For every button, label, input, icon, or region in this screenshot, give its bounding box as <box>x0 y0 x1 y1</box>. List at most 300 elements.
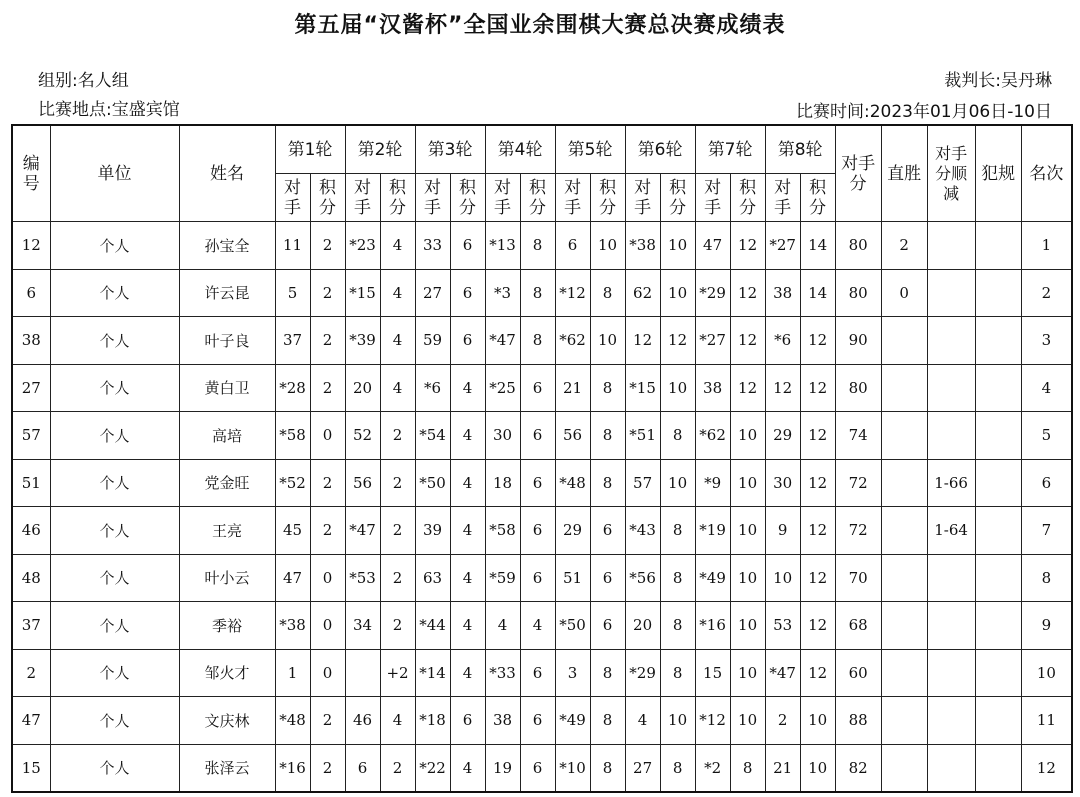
cell-unit: 个人 <box>50 222 179 270</box>
cell-unit: 个人 <box>50 744 179 792</box>
cell-round-1-pts: 0 <box>310 649 345 697</box>
header-round-4: 第4轮 <box>485 125 555 174</box>
cell-round-7-opp: *2 <box>695 744 730 792</box>
cell-num: 27 <box>12 364 50 412</box>
cell-round-7-opp: 38 <box>695 364 730 412</box>
header-round-5: 第5轮 <box>555 125 625 174</box>
header-round-8: 第8轮 <box>765 125 835 174</box>
cell-round-2-opp: *23 <box>345 222 380 270</box>
header-round-6-pts: 积分 <box>660 174 695 222</box>
cell-num: 12 <box>12 222 50 270</box>
cell-num: 2 <box>12 649 50 697</box>
cell-round-4-opp: *25 <box>485 364 520 412</box>
cell-round-8-opp: *6 <box>765 317 800 365</box>
cell-rank: 7 <box>1021 507 1072 555</box>
cell-direct-win: 2 <box>881 222 927 270</box>
cell-round-1-opp: *16 <box>275 744 310 792</box>
cell-name: 叶小云 <box>179 554 275 602</box>
header-direct-win: 直胜 <box>881 125 927 222</box>
cell-num: 6 <box>12 269 50 317</box>
cell-rank: 5 <box>1021 412 1072 460</box>
cell-num: 15 <box>12 744 50 792</box>
cell-round-2-pts: 4 <box>380 697 415 745</box>
cell-direct-win <box>881 459 927 507</box>
cell-opp-score: 70 <box>835 554 881 602</box>
cell-num: 37 <box>12 602 50 650</box>
cell-round-4-opp: 30 <box>485 412 520 460</box>
cell-unit: 个人 <box>50 317 179 365</box>
cell-round-1-pts: 0 <box>310 554 345 602</box>
table-row <box>12 222 1072 270</box>
header-row-1 <box>12 125 1072 174</box>
results-table <box>11 124 1073 793</box>
cell-round-8-opp: 2 <box>765 697 800 745</box>
cell-round-8-opp: 12 <box>765 364 800 412</box>
cell-opp-score-desc: 1-66 <box>927 459 975 507</box>
cell-round-7-pts: 12 <box>730 317 765 365</box>
cell-round-6-pts: 8 <box>660 507 695 555</box>
cell-round-3-pts: 4 <box>450 412 485 460</box>
cell-round-7-opp: *9 <box>695 459 730 507</box>
cell-round-8-pts: 12 <box>800 649 835 697</box>
cell-round-4-opp: *59 <box>485 554 520 602</box>
cell-num: 47 <box>12 697 50 745</box>
cell-unit: 个人 <box>50 269 179 317</box>
cell-round-6-pts: 8 <box>660 602 695 650</box>
cell-round-6-opp: *51 <box>625 412 660 460</box>
table-row <box>12 459 1072 507</box>
cell-round-5-pts: 8 <box>590 269 625 317</box>
cell-round-8-opp: 21 <box>765 744 800 792</box>
cell-rank: 9 <box>1021 602 1072 650</box>
cell-opp-score: 80 <box>835 269 881 317</box>
cell-round-2-opp: *53 <box>345 554 380 602</box>
cell-unit: 个人 <box>50 697 179 745</box>
cell-round-3-pts: 4 <box>450 649 485 697</box>
cell-round-6-pts: 10 <box>660 364 695 412</box>
cell-direct-win <box>881 317 927 365</box>
cell-round-7-pts: 10 <box>730 507 765 555</box>
header-round-2: 第2轮 <box>345 125 415 174</box>
cell-name: 许云昆 <box>179 269 275 317</box>
cell-opp-score-desc <box>927 554 975 602</box>
cell-opp-score-desc <box>927 364 975 412</box>
cell-round-8-pts: 12 <box>800 507 835 555</box>
cell-unit: 个人 <box>50 459 179 507</box>
cell-round-1-pts: 0 <box>310 412 345 460</box>
cell-round-6-pts: 12 <box>660 317 695 365</box>
cell-round-5-pts: 8 <box>590 459 625 507</box>
cell-round-1-opp: *52 <box>275 459 310 507</box>
cell-foul <box>975 602 1021 650</box>
cell-round-5-opp: 29 <box>555 507 590 555</box>
cell-round-2-opp: 34 <box>345 602 380 650</box>
cell-round-5-opp: *12 <box>555 269 590 317</box>
cell-round-1-pts: 2 <box>310 269 345 317</box>
cell-round-1-opp: 45 <box>275 507 310 555</box>
cell-round-4-opp: *13 <box>485 222 520 270</box>
table-row <box>12 602 1072 650</box>
cell-direct-win <box>881 744 927 792</box>
cell-round-2-opp: *39 <box>345 317 380 365</box>
cell-foul <box>975 649 1021 697</box>
cell-opp-score: 80 <box>835 222 881 270</box>
cell-unit: 个人 <box>50 412 179 460</box>
header-round-4-opp: 对手 <box>485 174 520 222</box>
table-row <box>12 269 1072 317</box>
cell-rank: 6 <box>1021 459 1072 507</box>
cell-round-4-opp: 18 <box>485 459 520 507</box>
cell-round-8-opp: 29 <box>765 412 800 460</box>
cell-round-1-pts: 0 <box>310 602 345 650</box>
header-round-2-pts: 积分 <box>380 174 415 222</box>
cell-round-4-pts: 6 <box>520 744 555 792</box>
cell-round-3-opp: *14 <box>415 649 450 697</box>
cell-round-4-opp: 19 <box>485 744 520 792</box>
cell-opp-score-desc <box>927 412 975 460</box>
cell-round-8-pts: 14 <box>800 269 835 317</box>
cell-round-4-pts: 6 <box>520 364 555 412</box>
cell-round-2-opp <box>345 649 380 697</box>
cell-round-7-opp: 47 <box>695 222 730 270</box>
cell-round-5-opp: *50 <box>555 602 590 650</box>
cell-round-4-pts: 8 <box>520 269 555 317</box>
cell-round-1-opp: 47 <box>275 554 310 602</box>
cell-foul <box>975 507 1021 555</box>
cell-round-8-pts: 12 <box>800 412 835 460</box>
cell-round-5-pts: 10 <box>590 317 625 365</box>
cell-direct-win <box>881 412 927 460</box>
cell-round-3-opp: 33 <box>415 222 450 270</box>
cell-foul <box>975 554 1021 602</box>
cell-round-5-opp: *48 <box>555 459 590 507</box>
cell-round-1-pts: 2 <box>310 364 345 412</box>
cell-round-5-pts: 8 <box>590 412 625 460</box>
cell-name: 文庆林 <box>179 697 275 745</box>
header-round-5-opp: 对手 <box>555 174 590 222</box>
cell-opp-score-desc <box>927 697 975 745</box>
cell-round-8-pts: 14 <box>800 222 835 270</box>
cell-round-7-opp: *19 <box>695 507 730 555</box>
cell-round-1-pts: 2 <box>310 697 345 745</box>
cell-round-6-opp: 27 <box>625 744 660 792</box>
cell-round-5-opp: 6 <box>555 222 590 270</box>
cell-name: 叶子良 <box>179 317 275 365</box>
cell-round-8-opp: *27 <box>765 222 800 270</box>
cell-name: 邹火才 <box>179 649 275 697</box>
cell-round-2-pts: 4 <box>380 222 415 270</box>
cell-opp-score: 68 <box>835 602 881 650</box>
header-opp-score-desc: 对手分顺减 <box>927 125 975 222</box>
cell-round-6-pts: 10 <box>660 269 695 317</box>
table-row <box>12 507 1072 555</box>
cell-rank: 12 <box>1021 744 1072 792</box>
cell-num: 51 <box>12 459 50 507</box>
cell-unit: 个人 <box>50 602 179 650</box>
cell-round-1-pts: 2 <box>310 222 345 270</box>
cell-round-2-opp: 46 <box>345 697 380 745</box>
cell-round-7-opp: *29 <box>695 269 730 317</box>
cell-round-7-pts: 10 <box>730 697 765 745</box>
cell-round-2-opp: 20 <box>345 364 380 412</box>
cell-round-6-pts: 10 <box>660 222 695 270</box>
header-unit: 单位 <box>50 125 179 222</box>
cell-round-4-pts: 6 <box>520 459 555 507</box>
cell-opp-score: 82 <box>835 744 881 792</box>
cell-foul <box>975 697 1021 745</box>
cell-round-4-pts: 6 <box>520 649 555 697</box>
header-round-7: 第7轮 <box>695 125 765 174</box>
cell-round-6-pts: 8 <box>660 412 695 460</box>
cell-round-3-opp: *54 <box>415 412 450 460</box>
header-round-1: 第1轮 <box>275 125 345 174</box>
table-row <box>12 364 1072 412</box>
cell-num: 48 <box>12 554 50 602</box>
cell-round-6-opp: *15 <box>625 364 660 412</box>
cell-foul <box>975 269 1021 317</box>
cell-opp-score: 80 <box>835 364 881 412</box>
cell-opp-score-desc <box>927 269 975 317</box>
cell-name: 张泽云 <box>179 744 275 792</box>
venue-label: 比赛地点:宝盛宾馆 <box>38 100 180 120</box>
cell-round-6-pts: 10 <box>660 697 695 745</box>
cell-round-2-pts: 4 <box>380 317 415 365</box>
cell-round-1-opp: 37 <box>275 317 310 365</box>
cell-foul <box>975 459 1021 507</box>
cell-opp-score-desc <box>927 317 975 365</box>
cell-foul <box>975 222 1021 270</box>
cell-round-8-opp: 10 <box>765 554 800 602</box>
cell-round-5-opp: 56 <box>555 412 590 460</box>
cell-foul <box>975 364 1021 412</box>
cell-round-3-pts: 6 <box>450 269 485 317</box>
header-round-4-pts: 积分 <box>520 174 555 222</box>
cell-direct-win <box>881 697 927 745</box>
cell-round-2-opp: 56 <box>345 459 380 507</box>
cell-round-1-opp: 11 <box>275 222 310 270</box>
table-row <box>12 697 1072 745</box>
group-label: 组别:名人组 <box>38 71 129 91</box>
cell-round-5-pts: 8 <box>590 364 625 412</box>
cell-opp-score: 88 <box>835 697 881 745</box>
results-body <box>12 222 1072 793</box>
cell-round-6-opp: 12 <box>625 317 660 365</box>
cell-round-5-pts: 8 <box>590 649 625 697</box>
cell-foul <box>975 412 1021 460</box>
cell-round-6-pts: 8 <box>660 649 695 697</box>
cell-round-7-opp: *12 <box>695 697 730 745</box>
cell-round-8-pts: 10 <box>800 744 835 792</box>
cell-round-5-opp: *49 <box>555 697 590 745</box>
cell-round-1-opp: 1 <box>275 649 310 697</box>
cell-opp-score: 74 <box>835 412 881 460</box>
cell-round-4-opp: *58 <box>485 507 520 555</box>
header-opp-score: 对手分 <box>835 125 881 222</box>
cell-direct-win <box>881 602 927 650</box>
cell-rank: 11 <box>1021 697 1072 745</box>
cell-opp-score: 60 <box>835 649 881 697</box>
cell-round-7-opp: *49 <box>695 554 730 602</box>
cell-round-4-pts: 6 <box>520 507 555 555</box>
cell-round-3-opp: 63 <box>415 554 450 602</box>
cell-direct-win <box>881 554 927 602</box>
cell-round-3-opp: *50 <box>415 459 450 507</box>
header-round-1-opp: 对手 <box>275 174 310 222</box>
cell-num: 46 <box>12 507 50 555</box>
time-label: 比赛时间:2023年01月06日-10日 <box>795 102 1052 122</box>
cell-round-5-opp: 21 <box>555 364 590 412</box>
cell-round-8-pts: 12 <box>800 554 835 602</box>
cell-round-1-opp: *38 <box>275 602 310 650</box>
cell-round-4-opp: *47 <box>485 317 520 365</box>
cell-opp-score-desc: 1-64 <box>927 507 975 555</box>
cell-round-4-opp: *3 <box>485 269 520 317</box>
cell-unit: 个人 <box>50 554 179 602</box>
header-round-3-pts: 积分 <box>450 174 485 222</box>
cell-round-2-pts: +2 <box>380 649 415 697</box>
cell-round-4-pts: 4 <box>520 602 555 650</box>
cell-round-4-opp: *33 <box>485 649 520 697</box>
cell-round-3-opp: *44 <box>415 602 450 650</box>
header-round-1-pts: 积分 <box>310 174 345 222</box>
header-round-5-pts: 积分 <box>590 174 625 222</box>
table-row <box>12 744 1072 792</box>
cell-round-8-opp: *47 <box>765 649 800 697</box>
cell-round-7-opp: *62 <box>695 412 730 460</box>
cell-round-8-pts: 12 <box>800 602 835 650</box>
cell-round-4-pts: 6 <box>520 412 555 460</box>
cell-rank: 3 <box>1021 317 1072 365</box>
cell-name: 孙宝全 <box>179 222 275 270</box>
cell-unit: 个人 <box>50 364 179 412</box>
cell-round-7-pts: 10 <box>730 602 765 650</box>
cell-round-2-pts: 2 <box>380 744 415 792</box>
cell-round-7-pts: 10 <box>730 412 765 460</box>
page-title: 第五届“汉酱杯”全国业余围棋大赛总决赛成绩表 <box>294 13 786 38</box>
cell-round-4-pts: 8 <box>520 317 555 365</box>
cell-rank: 10 <box>1021 649 1072 697</box>
cell-opp-score: 72 <box>835 459 881 507</box>
cell-round-3-pts: 4 <box>450 459 485 507</box>
cell-round-3-opp: *22 <box>415 744 450 792</box>
cell-round-7-pts: 8 <box>730 744 765 792</box>
cell-foul <box>975 317 1021 365</box>
cell-round-2-opp: 6 <box>345 744 380 792</box>
cell-round-1-opp: *58 <box>275 412 310 460</box>
cell-round-2-opp: *15 <box>345 269 380 317</box>
referee-label: 裁判长:吴丹琳 <box>944 71 1052 91</box>
cell-round-3-pts: 6 <box>450 222 485 270</box>
cell-round-7-pts: 10 <box>730 459 765 507</box>
cell-unit: 个人 <box>50 507 179 555</box>
cell-name: 王亮 <box>179 507 275 555</box>
cell-round-1-pts: 2 <box>310 317 345 365</box>
cell-round-1-opp: 5 <box>275 269 310 317</box>
cell-opp-score-desc <box>927 649 975 697</box>
cell-round-6-opp: *43 <box>625 507 660 555</box>
cell-round-3-opp: *18 <box>415 697 450 745</box>
cell-round-3-pts: 6 <box>450 317 485 365</box>
cell-round-2-opp: *47 <box>345 507 380 555</box>
header-round-8-opp: 对手 <box>765 174 800 222</box>
cell-round-3-opp: 27 <box>415 269 450 317</box>
cell-round-7-opp: *16 <box>695 602 730 650</box>
cell-round-5-pts: 6 <box>590 554 625 602</box>
cell-round-4-pts: 6 <box>520 554 555 602</box>
cell-opp-score: 72 <box>835 507 881 555</box>
cell-round-1-opp: *28 <box>275 364 310 412</box>
cell-name: 季裕 <box>179 602 275 650</box>
cell-round-4-opp: 4 <box>485 602 520 650</box>
cell-round-1-pts: 2 <box>310 507 345 555</box>
cell-round-2-pts: 2 <box>380 554 415 602</box>
cell-round-3-pts: 4 <box>450 602 485 650</box>
cell-round-4-pts: 8 <box>520 222 555 270</box>
cell-round-8-pts: 10 <box>800 697 835 745</box>
cell-opp-score-desc <box>927 744 975 792</box>
cell-round-6-pts: 8 <box>660 554 695 602</box>
cell-round-5-pts: 8 <box>590 744 625 792</box>
cell-round-3-pts: 6 <box>450 697 485 745</box>
table-row <box>12 649 1072 697</box>
cell-rank: 2 <box>1021 269 1072 317</box>
cell-foul <box>975 744 1021 792</box>
cell-num: 57 <box>12 412 50 460</box>
header-round-3-opp: 对手 <box>415 174 450 222</box>
cell-round-7-pts: 12 <box>730 222 765 270</box>
cell-round-1-opp: *48 <box>275 697 310 745</box>
cell-opp-score-desc <box>927 602 975 650</box>
cell-round-2-pts: 2 <box>380 602 415 650</box>
cell-direct-win: 0 <box>881 269 927 317</box>
header-round-3: 第3轮 <box>415 125 485 174</box>
cell-round-7-pts: 12 <box>730 269 765 317</box>
cell-round-8-opp: 38 <box>765 269 800 317</box>
cell-round-5-opp: 51 <box>555 554 590 602</box>
cell-round-6-opp: 57 <box>625 459 660 507</box>
cell-round-5-pts: 8 <box>590 697 625 745</box>
cell-round-5-pts: 6 <box>590 602 625 650</box>
cell-round-4-pts: 6 <box>520 697 555 745</box>
cell-round-1-pts: 2 <box>310 459 345 507</box>
cell-round-3-opp: 39 <box>415 507 450 555</box>
cell-opp-score: 90 <box>835 317 881 365</box>
header-round-6-opp: 对手 <box>625 174 660 222</box>
cell-round-4-opp: 38 <box>485 697 520 745</box>
cell-round-6-pts: 8 <box>660 744 695 792</box>
table-row <box>12 317 1072 365</box>
cell-round-3-pts: 4 <box>450 507 485 555</box>
cell-round-5-opp: 3 <box>555 649 590 697</box>
cell-round-3-opp: *6 <box>415 364 450 412</box>
header-round-7-opp: 对手 <box>695 174 730 222</box>
cell-round-1-pts: 2 <box>310 744 345 792</box>
cell-round-2-pts: 2 <box>380 507 415 555</box>
header-name: 姓名 <box>179 125 275 222</box>
cell-round-6-opp: 4 <box>625 697 660 745</box>
cell-round-8-opp: 53 <box>765 602 800 650</box>
cell-round-2-pts: 2 <box>380 412 415 460</box>
cell-round-8-pts: 12 <box>800 459 835 507</box>
cell-round-3-pts: 4 <box>450 364 485 412</box>
cell-round-3-pts: 4 <box>450 744 485 792</box>
header-round-6: 第6轮 <box>625 125 695 174</box>
header-foul: 犯规 <box>975 125 1021 222</box>
cell-round-6-opp: *56 <box>625 554 660 602</box>
cell-round-2-pts: 4 <box>380 269 415 317</box>
cell-round-5-pts: 10 <box>590 222 625 270</box>
cell-round-2-pts: 2 <box>380 459 415 507</box>
